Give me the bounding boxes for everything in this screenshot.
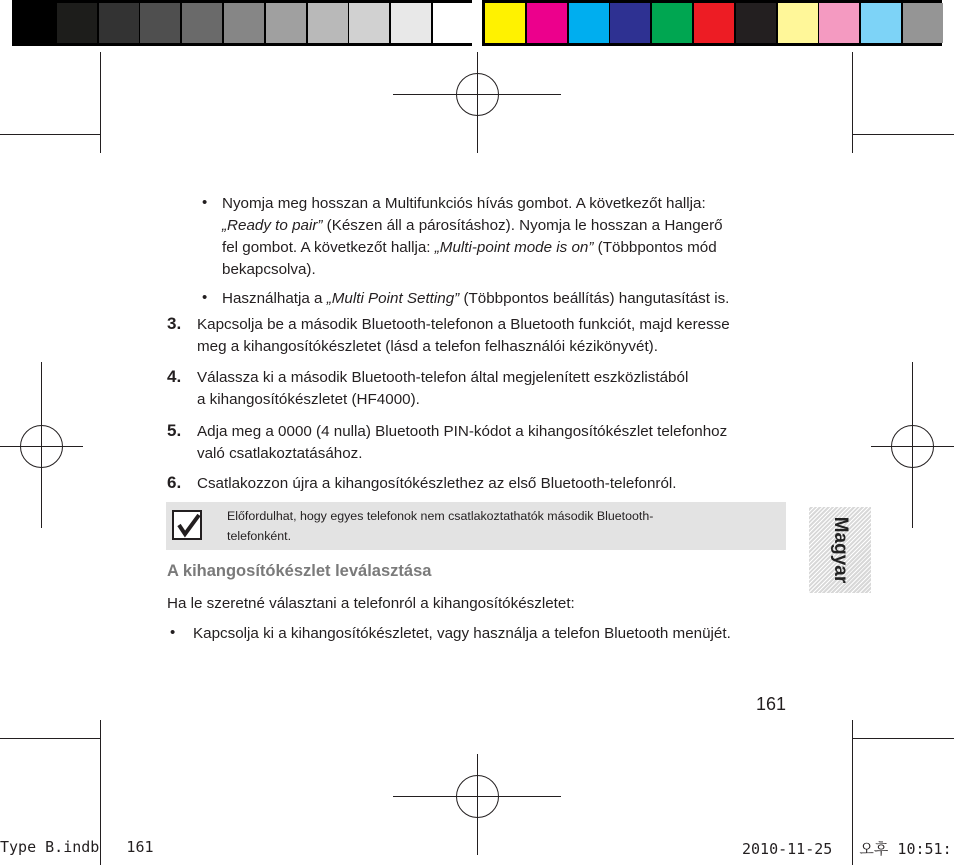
- phrase-italic: „Ready to pair”: [222, 217, 323, 234]
- text-run: (Többpontos mód: [593, 239, 717, 256]
- bullet-marker: •: [170, 624, 176, 641]
- slug-timestamp: 2010-11-25 오후 10:51:: [742, 840, 952, 858]
- language-side-tab: [809, 507, 871, 593]
- note-text: [227, 506, 777, 546]
- bullet-text-line: [222, 237, 717, 259]
- section-title: A kihangosítókészlet leválasztása: [167, 562, 432, 580]
- bullet-marker: •: [202, 194, 208, 211]
- bullet-marker: •: [202, 289, 208, 306]
- step-number: 5.: [167, 421, 182, 440]
- bullet-text-line: [222, 215, 723, 237]
- checkmark-glyph: [174, 512, 204, 542]
- text-run: Használhatja a: [222, 290, 327, 307]
- step-number: 4.: [167, 367, 182, 386]
- step-text-line: Adja meg a 0000 (4 nulla) Bluetooth PIN-kódot a kihangosítókészlet telefonhoz: [197, 423, 728, 440]
- section-intro: Ha le szeretné választani a telefonról a kihangosítókészletet:: [167, 595, 575, 612]
- slug-file-info: Type B.indb 161: [0, 838, 154, 856]
- step-number: 6.: [167, 473, 182, 492]
- language-label: Magyar: [830, 516, 851, 584]
- note-text-line: Előfordulhat, hogy egyes telefonok nem csatlakoztathatók második Bluetooth-: [227, 509, 654, 523]
- step-text-line: való csatlakoztatásához.: [197, 445, 363, 462]
- phrase-italic: „Multi-point mode is on”: [434, 239, 594, 256]
- step-text-line: a kihangosítókészletet (HF4000).: [197, 391, 420, 408]
- phrase-italic: „Multi Point Setting”: [326, 290, 460, 307]
- section-bullet-text: Kapcsolja ki a kihangosítókészletet, vagy használja a telefon Bluetooth menüjét.: [193, 625, 731, 642]
- step-text-line: Válassza ki a második Bluetooth-telefon által megjelenített eszközlistából: [197, 369, 689, 386]
- step-text-line: Csatlakozzon újra a kihangosítókészlethez az első Bluetooth-telefonról.: [197, 475, 677, 492]
- text-run: bekapcsolva).: [222, 261, 316, 278]
- note-text-line: telefonként.: [227, 529, 292, 543]
- checkmark-box-icon: [172, 510, 202, 540]
- bullet-text-line: [222, 288, 729, 310]
- step-text-line: Kapcsolja be a második Bluetooth-telefonon a Bluetooth funkciót, majd keresse: [197, 316, 730, 333]
- note-box: [166, 502, 786, 550]
- page-number: 161: [756, 694, 787, 714]
- bullet-text-line: [222, 259, 316, 281]
- bullet-text-line: [222, 193, 706, 215]
- text-run: Nyomja meg hosszan a Multifunkciós hívás gombot. A következőt hallja:: [222, 195, 706, 212]
- text-run: (Készen áll a párosításhoz). Nyomja le hosszan a Hangerő: [322, 217, 723, 234]
- step-text-line: meg a kihangosítókészletet (lásd a telefon felhasználói kézikönyvét).: [197, 338, 658, 355]
- text-run: fel gombot. A következőt hallja:: [222, 239, 435, 256]
- text-run: (Többpontos beállítás) hangutasítást is.: [459, 290, 730, 307]
- step-number: 3.: [167, 314, 182, 333]
